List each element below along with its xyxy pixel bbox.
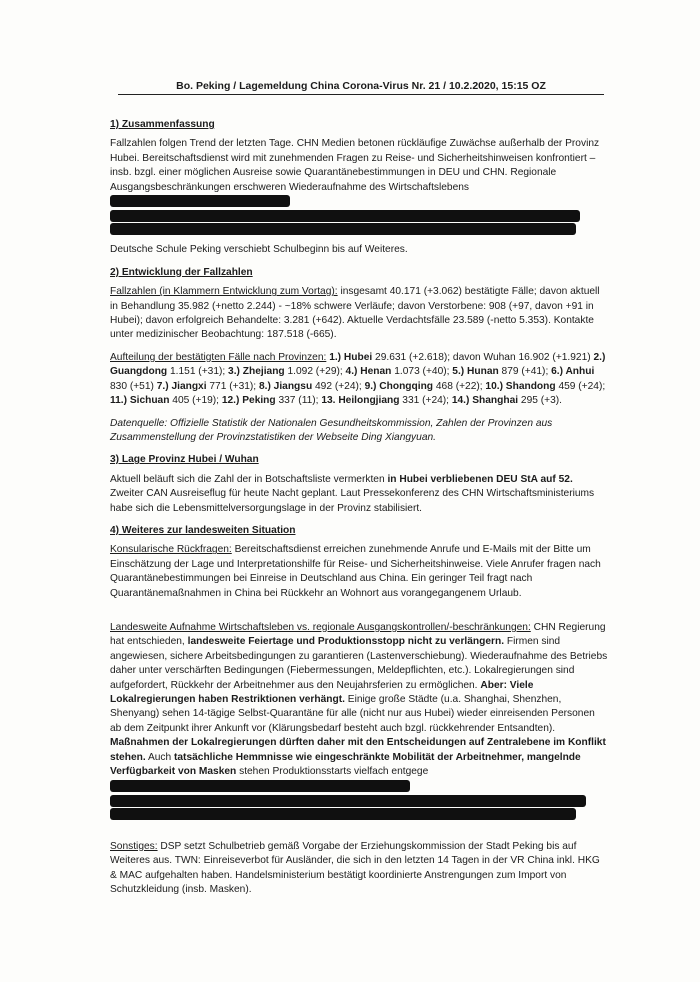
province-name: 13. Heilongjiang — [321, 395, 400, 407]
province-name: 1.) Hubei — [329, 351, 373, 363]
summary-text: Fallzahlen folgen Trend der letzten Tage. CHN Medien betonen rückläufige Zuwächse außerhalb der Provinz Hubei. Bereitschaftsdienst wird mit zunehmenden Fragen zu Reise- und Sicherheitshinweisen konfrontiert – insb. bzgl. einer möglichen Ausreise sowie Quarantänebestimmungen in DEU und CHN. Regionale Ausgangsbeschränkungen erschweren Wiederaufnahme des Wirtschaftslebens — [110, 138, 600, 193]
economy-text: Einige große Städte (u.a. Shanghai, Shenzhen, Shenyang) sehen 14-tägige Selbst-Quarantäne für alle (nicht nur aus Hubei) wieder einreisenden Personen ab dem Zeitpunkt ihrer Ankunft vor (Klärungsbedarf besteht auch bzgl. rückkehrender Entsandten). — [110, 694, 595, 734]
provinces-paragraph — [110, 351, 608, 409]
section-heading-hubei: 3) Lage Provinz Hubei / Wuhan — [110, 454, 259, 466]
province-name: 6.) Anhui — [551, 366, 595, 378]
misc-label: Sonstiges: — [110, 840, 158, 852]
province-value: 830 (+51) — [110, 380, 157, 392]
economy-bold-text: landesweite Feiertage und Produktionsstopp nicht zu verlängern. — [187, 636, 505, 648]
consular-label: Konsularische Rückfragen: — [110, 544, 232, 556]
school-paragraph: Deutsche Schule Peking verschiebt Schulbeginn bis auf Weiteres. — [110, 244, 408, 256]
redaction-block — [110, 210, 580, 222]
case-numbers-paragraph — [110, 285, 608, 343]
province-name: 8.) Jiangsu — [258, 380, 313, 392]
hubei-paragraph — [110, 473, 608, 516]
paragraph-gap — [110, 828, 608, 840]
province-name: 11.) Sichuan — [110, 395, 170, 407]
hubei-text: Zweiter CAN Ausreiseflug für heute Nacht geplant. Laut Pressekonferenz des CHN Wirtschaftsministeriums habe sich die Lebensmittelversorgungslage in der Provinz stabilisiert. — [110, 488, 595, 514]
consular-paragraph — [110, 543, 608, 601]
redaction-block — [110, 195, 290, 207]
hubei-text: Aktuell beläuft sich die Zahl der in Botschaftsliste vermerkten — [110, 473, 388, 485]
document-header: Bo. Peking / Lagemeldung China Corona-Virus Nr. 21 / 10.2.2020, 15:15 OZ — [118, 80, 604, 95]
redaction-block — [110, 223, 576, 235]
province-name: 12.) Peking — [221, 395, 276, 407]
economy-label: Landesweite Aufnahme Wirtschaftsleben vs. regionale Ausgangskontrollen/-beschränkungen: — [110, 621, 531, 633]
province-value: 879 (+41); — [498, 366, 552, 378]
section-heading-cases: 2) Entwicklung der Fallzahlen — [110, 266, 253, 278]
economy-text: Firmen sind angewiesen, sichere Arbeitsbedingungen zu garantieren (Lastenverschiebung). Wiederaufnahme des Betriebs daher unter verschärften Bedingungen (Fiebermessungen, Meldepflichten, etc.). Lokalregierungen sind aufgefordert, Rückkehr der Arbeitnehmer aus den Neujahrsferien zu ermöglichen. — [110, 636, 608, 691]
redaction-block — [110, 808, 576, 820]
province-name: 7.) Jiangxi — [156, 380, 207, 392]
redaction-block — [110, 795, 586, 807]
paragraph-gap — [110, 609, 608, 621]
province-name: 10.) Shandong — [485, 380, 556, 392]
economy-bold-text: Maßnahmen der Lokalregierungen dürften daher mit den Entscheidungen auf Zentralebene im Konflikt stehen. — [110, 737, 606, 763]
province-value: 29.631 (+2.618); davon Wuhan 16.902 (+1.921) — [372, 351, 594, 363]
case-numbers-label: Fallzahlen (in Klammern Entwicklung zum Vortag): — [110, 286, 338, 298]
province-value: 771 (+31); — [206, 380, 259, 392]
economy-text: Auch — [145, 751, 174, 763]
misc-paragraph — [110, 840, 608, 898]
province-value: 405 (+19); — [169, 395, 222, 407]
economy-paragraph — [110, 621, 608, 820]
section-heading-nationwide: 4) Weiteres zur landesweiten Situation — [110, 524, 296, 536]
economy-bold-text: tatsächliche Hemmnisse wie eingeschränkte Mobilität der Arbeitnehmer, mangelnde Verfügbarkeit von Masken — [110, 751, 581, 778]
province-value: 337 (11); — [275, 395, 322, 407]
province-value: 492 (+24); — [312, 380, 365, 392]
hubei-bold-text: in Hubei verbliebenen DEU StA auf 52. — [387, 473, 573, 485]
province-value: 331 (+24); — [399, 395, 452, 407]
misc-text: DSP setzt Schulbetrieb gemäß Vorgabe der Erziehungskommission der Stadt Peking bis auf Weiteres aus. TWN: Einreiseverbot für Ausländer, die sich in den letzten 14 Tagen in der VR China inkl. HKG & MAC aufgehalten haben. Handelsministerium bestätigt koordinierte Anstrengungen zum Import von Schutzkleidung (insb. Masken). — [110, 840, 600, 896]
provinces-label: Aufteilung der bestätigten Fälle nach Provinzen: — [110, 351, 327, 363]
province-name: 9.) Chongqing — [364, 380, 434, 392]
summary-paragraph — [110, 137, 608, 235]
economy-bold-text: Aber: Viele Lokalregierungen haben Restriktionen verhängt. — [110, 679, 534, 705]
economy-text: stehen Produktionsstarts vielfach entgege — [236, 766, 429, 778]
province-value: 468 (+22); — [433, 380, 486, 392]
section-heading-summary: 1) Zusammenfassung — [110, 119, 215, 130]
province-value: 459 (+24); — [555, 380, 606, 392]
province-value: 1.092 (+29); — [284, 366, 346, 378]
consular-text: Bereitschaftsdienst erreichen zunehmende Anrufe und E-Mails mit der Bitte um Einschätzung der Lage und Interpretationshilfe für Reise- und Sicherheitshinweise. Viele Anrufer fragen nach Quarantänebestimmungen bei Einreise in Deutschland aus China. Ein geringer Teil fragt nach Quarantänemaßnahmen in China bei Rückkehr an Wohnort aus vorangegangenem Urlaub. — [110, 544, 601, 599]
province-value: 295 (+3). — [518, 395, 562, 407]
case-numbers-text: insgesamt 40.171 (+3.062) bestätigte Fälle; davon aktuell in Behandlung 35.982 (+netto 2.244) - ~18% schwere Verläufe; davon Verstorbene: 908 (+97, davon +91 in Hubei); davon erfolgreich Behandelte: 3.281 (+642). Aktuelle Verdachtsfälle 23.589 (-netto 5.353). Kontakte unter medizinischer Beobachtung: 187.518 (-665). — [110, 286, 600, 341]
economy-text: CHN Regierung hat entschieden, — [110, 621, 606, 648]
province-name: 4.) Henan — [345, 366, 392, 378]
province-value: 1.151 (+31); — [167, 366, 229, 378]
document-body — [110, 118, 608, 905]
data-source-note: Datenquelle: Offizielle Statistik der Nationalen Gesundheitskommission, Zahlen der Provinzen aus Zusammenstellung der Provinzstatistiken der Webseite Ding Xiangyuan. — [110, 417, 553, 443]
province-name: 2.) Guangdong — [110, 351, 606, 378]
province-value: 1.073 (+40); — [391, 366, 453, 378]
province-name: 14.) Shanghai — [451, 395, 519, 407]
redaction-block — [110, 780, 410, 792]
province-name: 5.) Hunan — [452, 366, 499, 378]
province-name: 3.) Zhejiang — [228, 366, 285, 378]
